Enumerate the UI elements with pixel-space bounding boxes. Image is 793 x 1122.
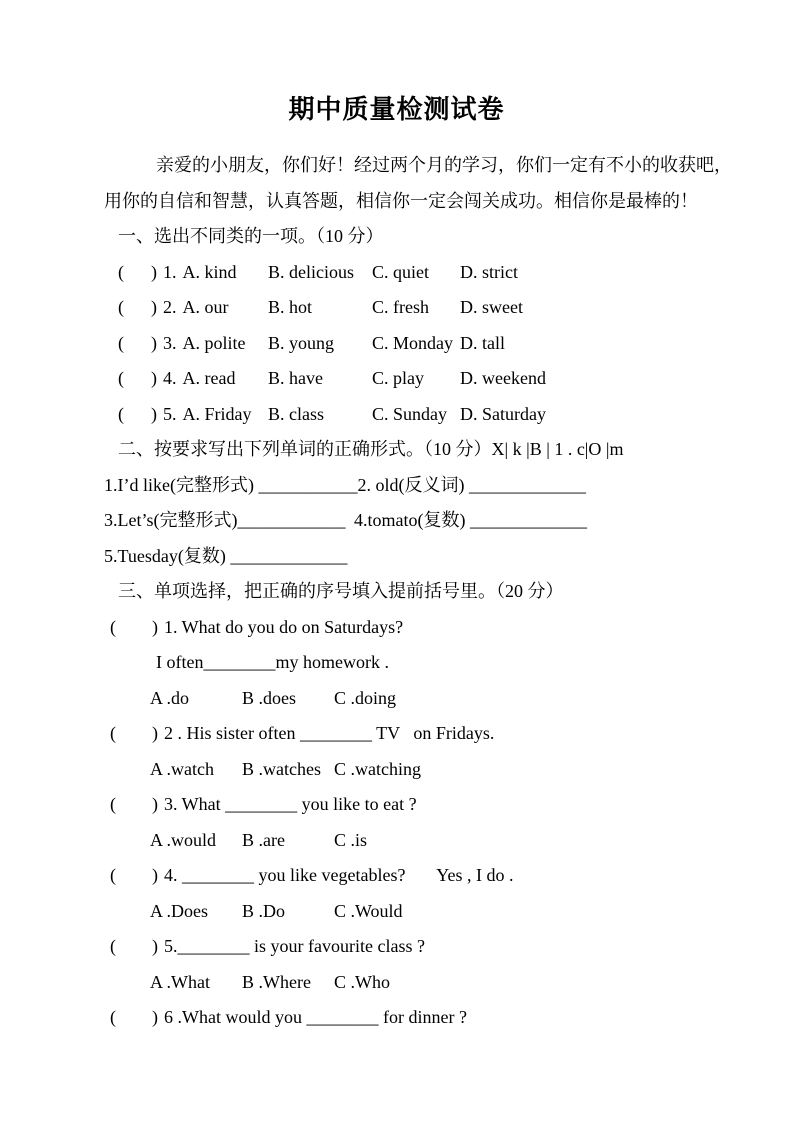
option-b: B. class bbox=[268, 403, 324, 424]
s3-question-row-5 bbox=[104, 929, 737, 965]
question-text: 4. ________ you like vegetables? Yes , I do . bbox=[164, 865, 514, 885]
s2-item-row-1 bbox=[104, 468, 737, 504]
question-number: 4. bbox=[163, 368, 177, 388]
question-text: 2 . His sister often ________ TV on Fridays. bbox=[164, 723, 495, 743]
word-form-item-right: 2. old(反义词) _____________ bbox=[357, 474, 586, 495]
section-three-heading bbox=[104, 574, 737, 610]
option-b: B. delicious bbox=[268, 261, 354, 282]
option-c: C .Who bbox=[334, 971, 390, 992]
option-a: A. kind bbox=[182, 261, 237, 282]
answer-bracket: ( ) bbox=[110, 794, 158, 814]
option-c: C. fresh bbox=[372, 297, 429, 317]
intro-text: 用你的自信和智慧，认真答题，相信你一定会闯关成功。相信你是最棒的！ bbox=[104, 190, 698, 211]
word-form-item-right: 4.tomato(复数) _____________ bbox=[354, 510, 587, 530]
question-number: 2. bbox=[163, 297, 177, 317]
answer-bracket: ( ) bbox=[110, 1007, 158, 1027]
question-text: 1. What do you do on Saturdays? bbox=[164, 616, 404, 637]
s1-question-row-3 bbox=[104, 326, 737, 362]
option-b: B .watches bbox=[242, 758, 321, 779]
question-text: 6 .What would you ________ for dinner ? bbox=[164, 1007, 467, 1027]
option-b: B .does bbox=[242, 687, 296, 708]
s3-question-row-6 bbox=[104, 1000, 737, 1036]
option-d: D. tall bbox=[460, 332, 505, 353]
option-a: A. Friday bbox=[182, 403, 252, 424]
question-number: 1. bbox=[163, 261, 177, 282]
option-b: B. young bbox=[268, 332, 335, 353]
option-b: B .Where bbox=[242, 971, 311, 992]
section-one-heading bbox=[104, 219, 737, 255]
word-form-item-left: 3.Let’s(完整形式)____________ bbox=[104, 510, 346, 530]
s3-question-row-4 bbox=[104, 858, 737, 894]
question-text: 5.________ is your favourite class ? bbox=[164, 936, 425, 956]
option-c: C. Sunday bbox=[372, 403, 448, 424]
option-d: D. sweet bbox=[460, 297, 523, 317]
s2-item-row-3 bbox=[104, 539, 737, 575]
s3-question-1-continuation bbox=[104, 645, 737, 681]
document-body bbox=[0, 126, 793, 1036]
option-b: B. have bbox=[268, 368, 323, 388]
s3-question-row-2 bbox=[104, 716, 737, 752]
option-a: A. read bbox=[182, 368, 236, 388]
section-two-heading bbox=[104, 432, 737, 468]
answer-bracket: ( ) bbox=[118, 403, 157, 424]
question-continuation-text: I often________my homework . bbox=[156, 652, 389, 672]
s3-options-row-2 bbox=[104, 752, 737, 788]
intro-line-2 bbox=[104, 184, 737, 220]
section-heading-text: 一、选出不同类的一项。（10 分） bbox=[118, 226, 384, 246]
answer-bracket: ( ) bbox=[110, 936, 158, 956]
s3-options-row-3 bbox=[104, 823, 737, 859]
option-a: A .would bbox=[150, 829, 217, 850]
answer-bracket: ( ) bbox=[118, 261, 157, 282]
word-form-item-left: 1.I’d like(完整形式) ___________ bbox=[104, 474, 358, 495]
question-text: 3. What ________ you like to eat ? bbox=[164, 794, 417, 814]
option-d: D. strict bbox=[460, 261, 518, 282]
option-d: D. Saturday bbox=[460, 403, 546, 424]
option-c: C .Would bbox=[334, 900, 403, 921]
option-c: C. quiet bbox=[372, 261, 429, 282]
answer-bracket: ( ) bbox=[118, 297, 157, 317]
option-a: A. polite bbox=[182, 332, 246, 353]
s3-question-row-3 bbox=[104, 787, 737, 823]
option-a: A. our bbox=[182, 297, 229, 317]
s1-question-row-1 bbox=[104, 255, 737, 291]
page-title: 期中质量检测试卷 bbox=[288, 95, 505, 124]
section-heading-text: 二、按要求写出下列单词的正确形式。（10 分）X| k |B | 1 . c|O |m bbox=[118, 439, 624, 459]
s1-question-row-5 bbox=[104, 397, 737, 433]
option-a: A .Does bbox=[150, 900, 208, 921]
option-a: A .What bbox=[150, 971, 210, 992]
option-b: B .are bbox=[242, 829, 285, 850]
option-b: B .Do bbox=[242, 900, 286, 921]
option-a: A .do bbox=[150, 687, 190, 708]
answer-bracket: ( ) bbox=[118, 368, 157, 388]
section-heading-text: 三、单项选择，把正确的序号填入提前括号里。（20 分） bbox=[118, 581, 564, 601]
intro-text: 亲爱的小朋友，你们好！经过两个月的学习，你们一定有不小的收获吧， bbox=[156, 155, 732, 175]
option-c: C. Monday bbox=[372, 332, 453, 353]
answer-bracket: ( ) bbox=[110, 723, 158, 743]
option-c: C .watching bbox=[334, 758, 421, 779]
s1-question-row-2 bbox=[104, 290, 737, 326]
answer-bracket: ( ) bbox=[110, 616, 158, 637]
s2-item-row-2 bbox=[104, 503, 737, 539]
intro-line-1 bbox=[104, 148, 737, 184]
option-c: C .doing bbox=[334, 687, 397, 708]
question-number: 3. bbox=[163, 332, 177, 353]
s3-options-row-4 bbox=[104, 894, 737, 930]
answer-bracket: ( ) bbox=[118, 332, 157, 353]
option-d: D. weekend bbox=[460, 368, 546, 388]
option-a: A .watch bbox=[150, 758, 214, 779]
s1-question-row-4 bbox=[104, 361, 737, 397]
option-b: B. hot bbox=[268, 297, 313, 317]
s3-question-row-1 bbox=[104, 610, 737, 646]
word-form-item-left: 5.Tuesday(复数) _____________ bbox=[104, 545, 348, 566]
s3-options-row-5 bbox=[104, 965, 737, 1001]
option-c: C. play bbox=[372, 368, 424, 388]
s3-options-row-1 bbox=[104, 681, 737, 717]
answer-bracket: ( ) bbox=[110, 865, 158, 885]
question-number: 5. bbox=[163, 403, 177, 424]
option-c: C .is bbox=[334, 829, 368, 850]
